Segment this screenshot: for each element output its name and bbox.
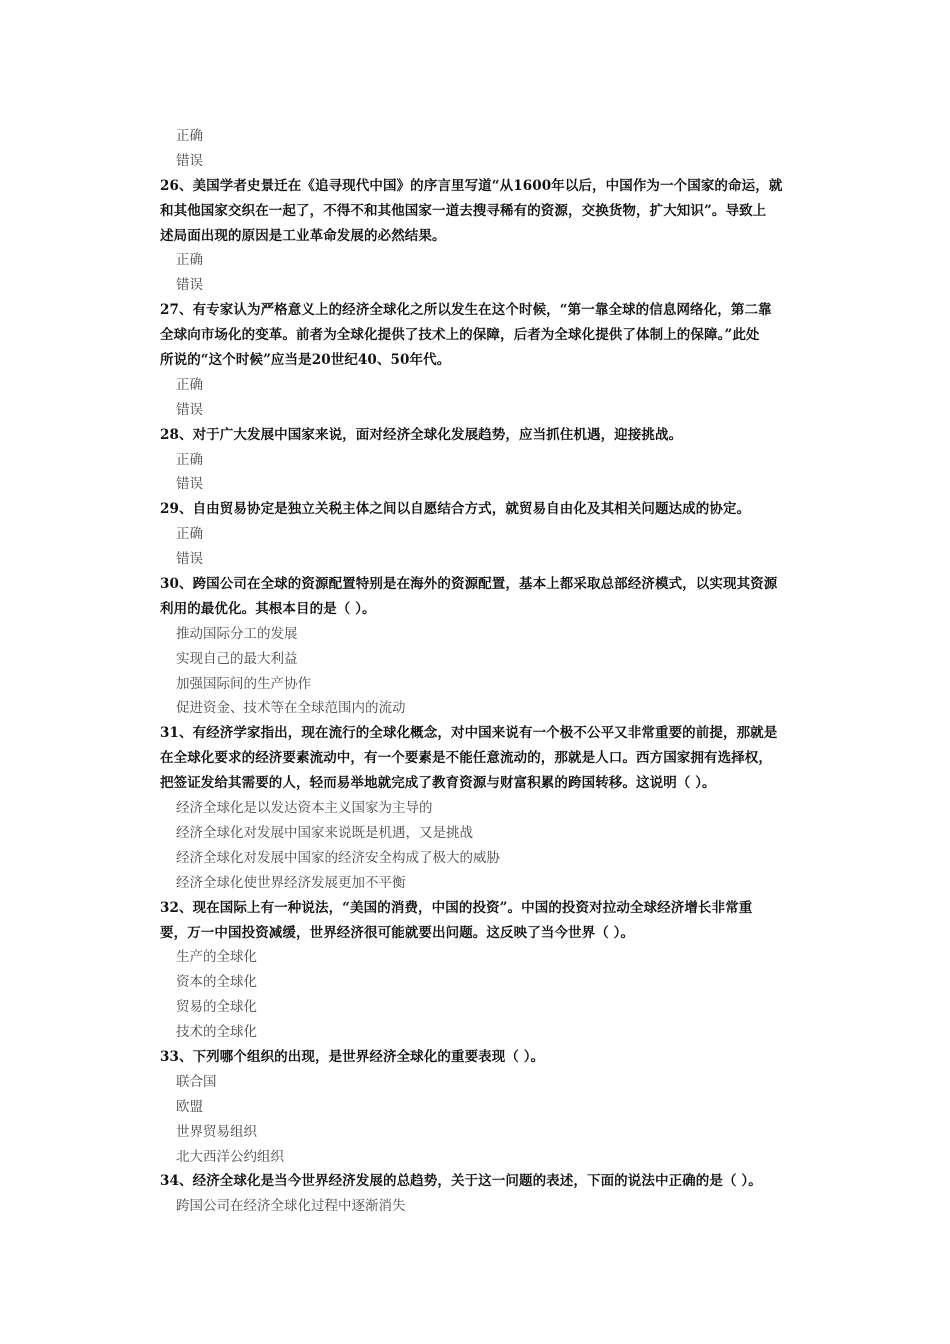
answer-option: 正确 [176, 376, 203, 393]
leading-options [160, 124, 792, 174]
question-line: 全球向市场化的变革。前者为全球化提供了技术上的保障，后者为全球化提供了体制上的保障。”此处 [160, 327, 760, 344]
question-line: 在全球化要求的经济要素流动中，有一个要素是不能任意流动的，那就是人口。西方国家拥有选择权， [160, 750, 772, 767]
question-stem [160, 1169, 792, 1194]
question-stem [160, 572, 792, 622]
question-list [160, 174, 792, 1219]
answer-option: 正确 [176, 451, 203, 468]
answer-option: 错误 [176, 551, 203, 568]
question-line: 27、有专家认为严格意义上的经济全球化之所以发生在这个时候，“第一靠全球的信息网络化，第二靠 [160, 302, 772, 319]
answer-option: 错误 [176, 277, 203, 294]
question-stem [160, 497, 792, 522]
answer-option: 实现自己的最大利益 [176, 650, 298, 667]
answer-option: 贸易的全球化 [176, 999, 257, 1016]
option-true: 正确 [176, 128, 203, 144]
answer-option: 北大西洋公约组织 [176, 1148, 284, 1165]
question-line: 要，万一中国投资减缓，世界经济很可能就要出问题。这反映了当今世界（ ）。 [160, 924, 635, 941]
answer-option: 跨国公司在经济全球化过程中逐渐消失 [176, 1198, 406, 1215]
question-block [160, 423, 792, 498]
option-false: 错误 [176, 152, 203, 169]
answer-option: 加强国际间的生产协作 [176, 675, 311, 692]
question-block [160, 298, 792, 422]
answer-option: 技术的全球化 [176, 1024, 257, 1041]
question-line: 把签证发给其需要的人，轻而易举地就完成了教育资源与财富积累的跨国转移。这说明（ ）。 [160, 775, 716, 792]
answer-option: 经济全球化使世界经济发展更加不平衡 [176, 874, 406, 891]
question-stem [160, 721, 792, 796]
question-stem [160, 174, 792, 249]
question-line: 利用的最优化。其根本目的是（ ）。 [160, 600, 376, 617]
question-line: 33、下列哪个组织的出现，是世界经济全球化的重要表现（ ）。 [160, 1048, 545, 1065]
answer-option: 经济全球化对发展中国家的经济安全构成了极大的威胁 [176, 849, 500, 866]
question-block [160, 572, 792, 721]
question-block [160, 1045, 792, 1169]
answer-option: 错误 [176, 476, 203, 493]
question-block [160, 721, 792, 895]
question-line: 34、经济全球化是当今世界经济发展的总趋势，关于这一问题的表述，下面的说法中正确的是（ ）。 [160, 1173, 762, 1190]
question-line: 所说的“这个时候”应当是20世纪40、50年代。 [160, 352, 451, 369]
answer-option: 联合国 [176, 1073, 217, 1090]
answer-option: 欧盟 [176, 1098, 203, 1115]
answer-option: 经济全球化对发展中国家来说既是机遇，又是挑战 [176, 824, 473, 841]
answer-option: 推动国际分工的发展 [176, 625, 298, 642]
question-line: 30、跨国公司在全球的资源配置特别是在海外的资源配置，基本上都采取总部经济模式，以实现其资源 [160, 576, 778, 593]
answer-option: 错误 [176, 401, 203, 418]
question-block [160, 174, 792, 298]
answer-option: 正确 [176, 252, 203, 269]
answer-option: 资本的全球化 [176, 974, 257, 991]
question-block [160, 896, 792, 1045]
question-stem [160, 423, 792, 448]
question-line: 26、美国学者史景迁在《追寻现代中国》的序言里写道“从1600年以后，中国作为一个国家的命运，就 [160, 177, 783, 194]
question-stem [160, 896, 792, 946]
question-line: 28、对于广大发展中国家来说，面对经济全球化发展趋势，应当抓住机遇，迎接挑战。 [160, 426, 683, 443]
question-stem [160, 1045, 792, 1070]
answer-option: 正确 [176, 526, 203, 543]
question-line: 述局面出现的原因是工业革命发展的必然结果。 [160, 227, 446, 244]
answer-option: 世界贸易组织 [176, 1123, 257, 1140]
question-stem [160, 298, 792, 373]
question-block [160, 1169, 792, 1219]
document-body [160, 124, 792, 1219]
answer-option: 经济全球化是以发达资本主义国家为主导的 [176, 800, 433, 817]
question-line: 32、现在国际上有一种说法，“美国的消费，中国的投资”。中国的投资对拉动全球经济增长非常重 [160, 899, 753, 916]
question-line: 31、有经济学家指出，现在流行的全球化概念，对中国来说有一个极不公平又非常重要的前提，那就是 [160, 725, 778, 742]
answer-option: 生产的全球化 [176, 949, 257, 966]
question-line: 29、自由贸易协定是独立关税主体之间以自愿结合方式，就贸易自由化及其相关问题达成的协定。 [160, 501, 751, 518]
question-line: 和其他国家交织在一起了，不得不和其他国家一道去搜寻稀有的资源，交换货物，扩大知识”。导致上 [160, 202, 767, 219]
question-block [160, 497, 792, 572]
answer-option: 促进资金、技术等在全球范围内的流动 [176, 700, 406, 717]
